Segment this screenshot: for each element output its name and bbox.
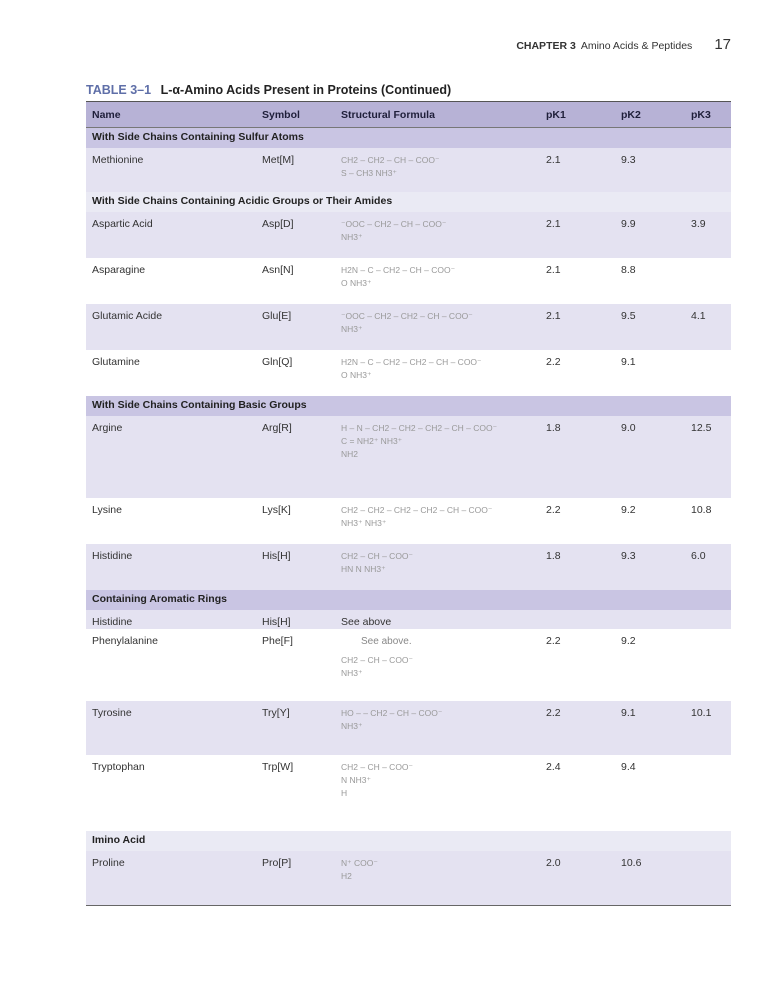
table-row (86, 212, 731, 258)
pk1-value: 2.2 (540, 701, 615, 755)
formula-line: C = NH2⁺ NH3⁺ (341, 436, 403, 446)
pk3-value: 6.0 (685, 544, 731, 590)
pk3-value (685, 258, 731, 304)
amino-acid-symbol: Lys[K] (256, 498, 335, 544)
section-title: Imino Acid (86, 831, 731, 851)
amino-acid-name: Aspartic Acid (86, 212, 256, 258)
formula-line: NH2 (341, 449, 359, 459)
table-row (86, 416, 731, 498)
table-row (86, 304, 731, 350)
pk2-value: 9.9 (615, 212, 685, 258)
pk2-value: 10.6 (615, 851, 685, 905)
formula-line: H2N – C – CH2 – CH – COO⁻ (341, 265, 456, 275)
formula-line: See above (341, 616, 392, 628)
section-title: Containing Aromatic Rings (86, 590, 731, 610)
amino-acid-name: Phenylalanine (86, 629, 256, 701)
pk1-value: 2.2 (540, 629, 615, 701)
amino-acid-name: Glutamic Acide (86, 304, 256, 350)
pk2-value: 9.0 (615, 416, 685, 498)
amino-acid-symbol: His[H] (256, 610, 335, 629)
pk2-value: 9.3 (615, 544, 685, 590)
header-name: Name (86, 102, 256, 128)
section-row (86, 128, 731, 149)
pk1-value: 2.1 (540, 304, 615, 350)
table-row (86, 544, 731, 590)
amino-acid-name: Proline (86, 851, 256, 905)
pk1-value: 2.1 (540, 212, 615, 258)
formula-line: ⁻OOC – CH2 – CH2 – CH – COO⁻ (341, 311, 473, 321)
table-row (86, 629, 731, 701)
amino-acid-symbol: Glu[E] (256, 304, 335, 350)
amino-acid-name: Tryptophan (86, 755, 256, 831)
amino-acid-symbol: Arg[R] (256, 416, 335, 498)
amino-acid-name: Lysine (86, 498, 256, 544)
structural-formula (335, 629, 540, 701)
table-body (86, 128, 731, 906)
pk3-value (685, 350, 731, 396)
formula-line: NH3⁺ (341, 232, 363, 242)
table-row (86, 350, 731, 396)
table-title: L-α-Amino Acids Present in Proteins (Continued) (160, 83, 452, 97)
structural-formula (335, 498, 540, 544)
table-row (86, 851, 731, 905)
header-symbol: Symbol (256, 102, 335, 128)
header-formula: Structural Formula (335, 102, 540, 128)
pk3-value (685, 851, 731, 905)
pk1-value: 1.8 (540, 416, 615, 498)
structural-formula (335, 851, 540, 905)
structural-formula (335, 350, 540, 396)
pk2-value: 9.5 (615, 304, 685, 350)
pk3-value: 12.5 (685, 416, 731, 498)
page-number: 17 (714, 36, 731, 53)
pk3-value (685, 629, 731, 701)
pk2-value: 9.1 (615, 701, 685, 755)
structural-formula (335, 610, 540, 629)
section-row (86, 396, 731, 416)
pk2-value: 9.2 (615, 629, 685, 701)
amino-acid-symbol: Asn[N] (256, 258, 335, 304)
pk1-value: 2.1 (540, 258, 615, 304)
pk2-value (615, 610, 685, 629)
section-title: With Side Chains Containing Acidic Groups or Their Amides (86, 192, 731, 212)
pk1-value: 2.0 (540, 851, 615, 905)
formula-line: H2 (341, 871, 352, 881)
pk3-value (685, 755, 731, 831)
formula-line: O NH3⁺ (341, 370, 372, 380)
formula-line: CH2 – CH – COO⁻ (341, 762, 414, 772)
pk2-value: 9.2 (615, 498, 685, 544)
table-row (86, 498, 731, 544)
formula-line: N NH3⁺ (341, 775, 371, 785)
formula-line: H2N – C – CH2 – CH2 – CH – COO⁻ (341, 357, 482, 367)
formula-line: NH3⁺ (341, 668, 363, 678)
formula-line: N⁺ COO⁻ (341, 858, 378, 868)
amino-acid-symbol: Trp[W] (256, 755, 335, 831)
table-caption (86, 83, 451, 97)
table-header-row (86, 102, 731, 128)
section-row (86, 590, 731, 610)
formula-line: ⁻OOC – CH2 – CH – COO⁻ (341, 219, 447, 229)
pk1-value: 2.2 (540, 350, 615, 396)
amino-acid-name: Asparagine (86, 258, 256, 304)
formula-line: O NH3⁺ (341, 278, 372, 288)
pk2-value: 9.1 (615, 350, 685, 396)
formula-line: HO – – CH2 – CH – COO⁻ (341, 708, 443, 718)
header-pk3: pK3 (685, 102, 731, 128)
amino-acid-symbol: Try[Y] (256, 701, 335, 755)
section-title: With Side Chains Containing Sulfur Atoms (86, 128, 731, 149)
formula-line: NH3⁺ NH3⁺ (341, 518, 387, 528)
amino-acid-name: Tyrosine (86, 701, 256, 755)
section-row (86, 831, 731, 851)
chapter-title: Amino Acids & Peptides (580, 40, 693, 52)
formula-line: H (341, 788, 348, 798)
structural-formula (335, 148, 540, 192)
formula-line: HN N NH3⁺ (341, 564, 386, 574)
formula-line: H – N – CH2 – CH2 – CH2 – CH – COO⁻ (341, 423, 498, 433)
pk3-value: 10.1 (685, 701, 731, 755)
structural-formula (335, 544, 540, 590)
table-row (86, 148, 731, 192)
structural-formula (335, 416, 540, 498)
structural-formula (335, 755, 540, 831)
table-number: TABLE 3–1 (86, 83, 152, 97)
formula-line: NH3⁺ (341, 324, 363, 334)
pk3-value: 10.8 (685, 498, 731, 544)
table-row (86, 755, 731, 831)
amino-acid-table (86, 101, 731, 906)
header-pk2: pK2 (615, 102, 685, 128)
pk3-value (685, 148, 731, 192)
formula-line: CH2 – CH2 – CH2 – CH2 – CH – COO⁻ (341, 505, 493, 515)
pk1-value: 2.1 (540, 148, 615, 192)
formula-line: CH2 – CH – COO⁻ (341, 655, 414, 665)
pk2-value: 8.8 (615, 258, 685, 304)
header-pk1: pK1 (540, 102, 615, 128)
pk1-value: 2.4 (540, 755, 615, 831)
amino-acid-symbol: Gln[Q] (256, 350, 335, 396)
formula-line: S – CH3 NH3⁺ (341, 168, 397, 178)
amino-acid-name: Glutamine (86, 350, 256, 396)
amino-acid-symbol: Phe[F] (256, 629, 335, 701)
section-row (86, 192, 731, 212)
section-title: With Side Chains Containing Basic Groups (86, 396, 731, 416)
structural-formula (335, 212, 540, 258)
amino-acid-name: Argine (86, 416, 256, 498)
amino-acid-symbol: His[H] (256, 544, 335, 590)
running-head (516, 36, 731, 53)
amino-acid-symbol: Met[M] (256, 148, 335, 192)
pk1-value: 2.2 (540, 498, 615, 544)
amino-acid-symbol: Pro[P] (256, 851, 335, 905)
pk2-value: 9.3 (615, 148, 685, 192)
pk3-value (685, 610, 731, 629)
structural-formula (335, 304, 540, 350)
amino-acid-symbol: Asp[D] (256, 212, 335, 258)
formula-line: CH2 – CH2 – CH – COO⁻ (341, 155, 440, 165)
pk3-value: 4.1 (685, 304, 731, 350)
pk1-value: 1.8 (540, 544, 615, 590)
structural-formula (335, 701, 540, 755)
table-row (86, 610, 731, 629)
amino-acid-name: Methionine (86, 148, 256, 192)
table-row (86, 701, 731, 755)
amino-acid-name: Histidine (86, 544, 256, 590)
chapter-label: CHAPTER 3 (516, 40, 576, 52)
formula-line: NH3⁺ (341, 721, 363, 731)
pk3-value: 3.9 (685, 212, 731, 258)
pk2-value: 9.4 (615, 755, 685, 831)
structural-formula (335, 258, 540, 304)
amino-acid-name: Histidine (86, 610, 256, 629)
table-row (86, 258, 731, 304)
formula-line: See above. (361, 636, 412, 647)
pk1-value (540, 610, 615, 629)
formula-line: CH2 – CH – COO⁻ (341, 551, 414, 561)
